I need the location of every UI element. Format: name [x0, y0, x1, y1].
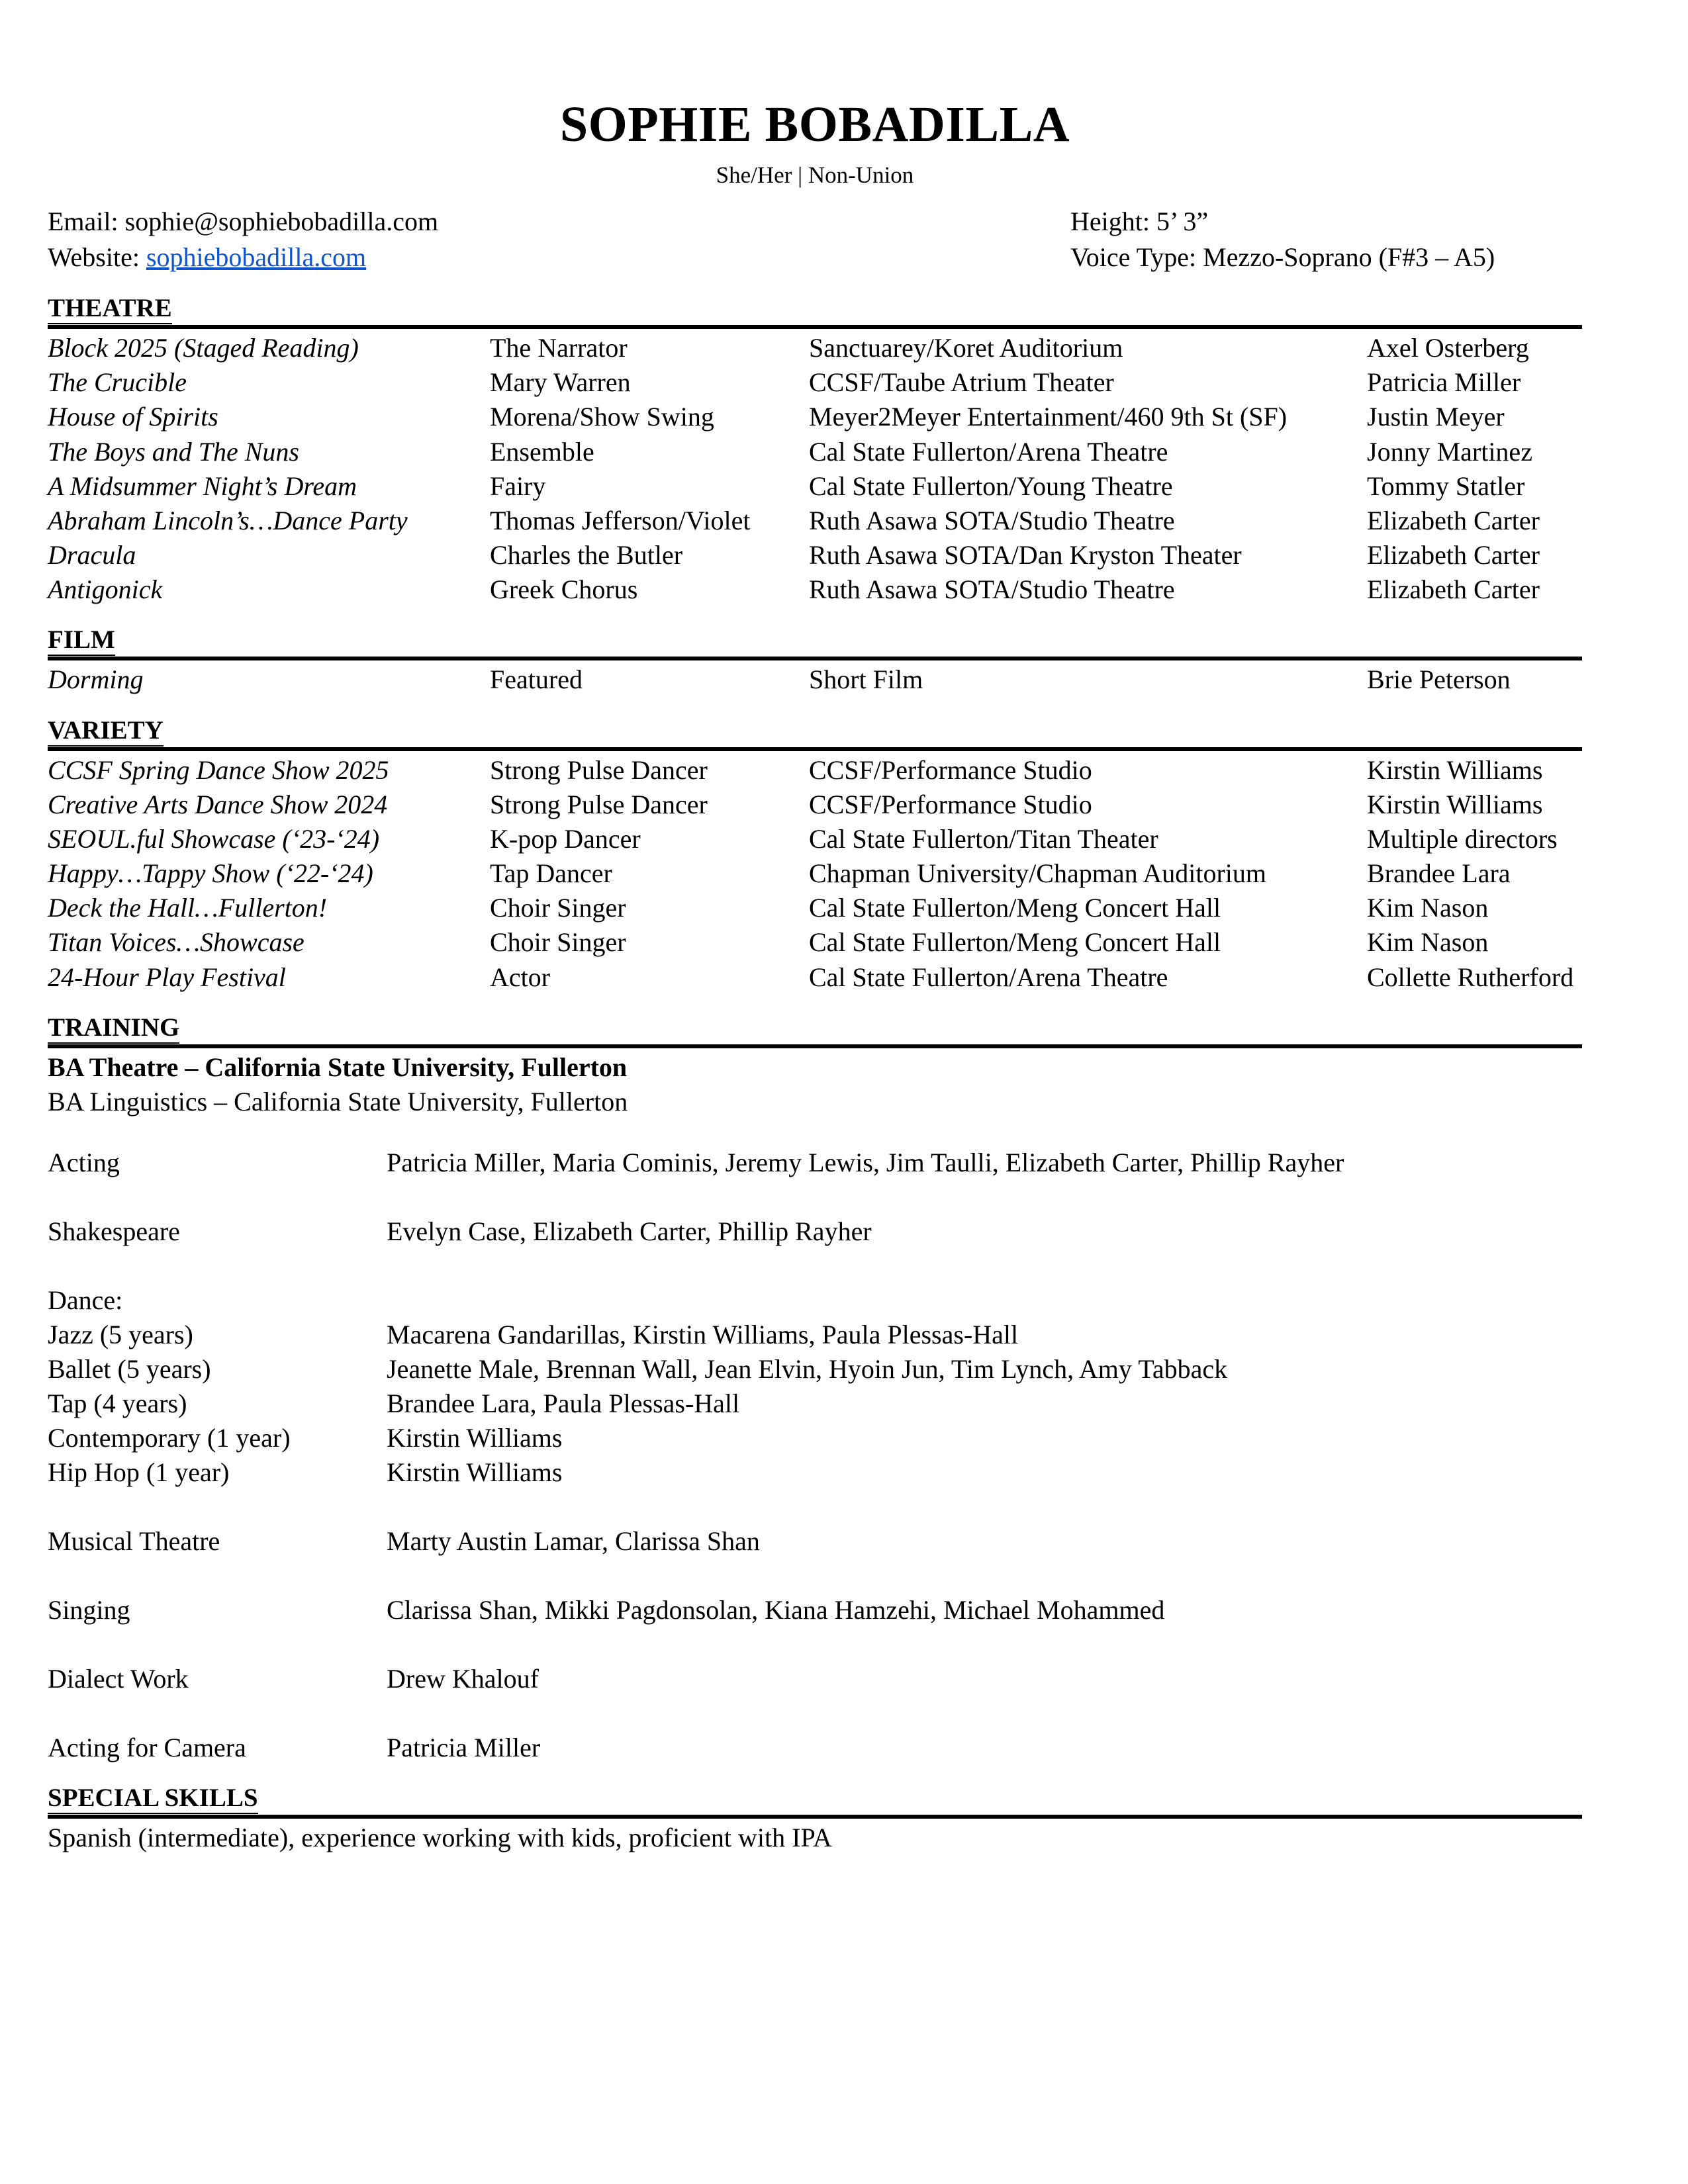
- dance-row: [48, 1387, 1582, 1421]
- credit-director: Brie Peterson: [1367, 664, 1511, 695]
- training-row: [48, 1593, 1582, 1627]
- training-row: [48, 1731, 1582, 1765]
- credit-title: House of Spirits: [48, 402, 218, 432]
- spacer-cell: [387, 1249, 1582, 1283]
- training-names: Evelyn Case, Elizabeth Carter, Phillip Rayher: [387, 1216, 872, 1246]
- credit-venue: Short Film: [809, 664, 923, 695]
- credit-venue: Ruth Asawa SOTA/Studio Theatre: [809, 505, 1175, 535]
- credit-role: Actor: [490, 962, 551, 992]
- degree-primary: BA Theatre – California State University, Fullerton: [48, 1052, 628, 1082]
- dance-label: Jazz (5 years): [48, 1319, 193, 1349]
- height-line: Height: 5’ 3”: [1070, 206, 1209, 236]
- section-film: [48, 627, 1582, 697]
- credit-title: The Crucible: [48, 367, 187, 398]
- dance-heading-blank: [387, 1283, 1582, 1318]
- credit-title: Abraham Lincoln’s…Dance Party: [48, 505, 408, 535]
- table-row: [48, 365, 1582, 400]
- training-label: Shakespeare: [48, 1216, 180, 1246]
- credit-venue: CCSF/Performance Studio: [809, 754, 1092, 785]
- credit-venue: Ruth Asawa SOTA/Dan Kryston Theater: [809, 540, 1242, 570]
- training-table-body: [48, 1146, 1582, 1765]
- credit-title: Dorming: [48, 664, 144, 695]
- website-line: [48, 240, 1070, 275]
- theatre-credits-table: [48, 331, 1582, 608]
- credit-director: Jonny Martinez: [1367, 436, 1532, 467]
- theatre-credits-body: [48, 331, 1582, 608]
- credit-director: Patricia Miller: [1367, 367, 1521, 398]
- credit-title: Block 2025 (Staged Reading): [48, 332, 359, 363]
- credit-venue: Sanctuarey/Koret Auditorium: [809, 332, 1123, 363]
- credit-title: Deck the Hall…Fullerton!: [48, 893, 328, 923]
- training-row: [48, 1524, 1582, 1559]
- section-special-skills: [48, 1785, 1582, 1855]
- credit-venue: Ruth Asawa SOTA/Studio Theatre: [809, 574, 1175, 605]
- dance-row: [48, 1318, 1582, 1352]
- spacer-cell: [48, 1696, 387, 1731]
- dance-row: [48, 1455, 1582, 1490]
- table-row: [48, 662, 1582, 697]
- credit-venue: Chapman University/Chapman Auditorium: [809, 858, 1267, 889]
- dance-label: Hip Hop (1 year): [48, 1457, 230, 1487]
- training-row: [48, 1662, 1582, 1696]
- credit-director: Kim Nason: [1367, 927, 1489, 958]
- credit-director: Elizabeth Carter: [1367, 505, 1540, 535]
- table-row: [48, 753, 1582, 788]
- row-spacer: [48, 1180, 1582, 1214]
- section-rule-variety: [48, 747, 1582, 751]
- spacer-cell: [387, 1490, 1582, 1524]
- section-variety: [48, 717, 1582, 995]
- training-label: Dialect Work: [48, 1663, 189, 1694]
- table-row: [48, 891, 1582, 925]
- credit-director: Multiple directors: [1367, 823, 1558, 854]
- credit-role: Choir Singer: [490, 927, 626, 958]
- spacer-cell: [48, 1249, 387, 1283]
- credit-role: Thomas Jefferson/Violet: [490, 505, 751, 535]
- table-row: [48, 822, 1582, 856]
- row-spacer: [48, 1627, 1582, 1662]
- training-label: Acting: [48, 1147, 120, 1177]
- film-credits-body: [48, 662, 1582, 697]
- row-spacer: [48, 1696, 1582, 1731]
- credit-venue: Cal State Fullerton/Titan Theater: [809, 823, 1158, 854]
- credit-title: The Boys and The Nuns: [48, 436, 299, 467]
- credit-role: Tap Dancer: [490, 858, 612, 889]
- credit-venue: Cal State Fullerton/Arena Theatre: [809, 962, 1168, 992]
- spacer-cell: [48, 1180, 387, 1214]
- email-line: Email: sophie@sophiebobadilla.com: [48, 206, 439, 236]
- credit-title: Titan Voices…Showcase: [48, 927, 305, 958]
- spacer-cell: [48, 1627, 387, 1662]
- spacer-cell: [387, 1180, 1582, 1214]
- table-row: [48, 925, 1582, 960]
- training-row: [48, 1146, 1582, 1180]
- table-row: [48, 400, 1582, 434]
- credit-title: 24-Hour Play Festival: [48, 962, 286, 992]
- credit-title: Antigonick: [48, 574, 163, 605]
- table-row: [48, 788, 1582, 822]
- section-rule-film: [48, 657, 1582, 660]
- website-label: Website:: [48, 242, 140, 272]
- dance-label: Tap (4 years): [48, 1388, 187, 1418]
- training-table: [48, 1146, 1582, 1765]
- credit-director: Axel Osterberg: [1367, 332, 1529, 363]
- page-title: SOPHIE BOBADILLA: [559, 97, 1070, 152]
- section-rule-special-skills: [48, 1815, 1582, 1819]
- training-label: Acting for Camera: [48, 1732, 246, 1762]
- dance-names: Brandee Lara, Paula Plessas-Hall: [387, 1388, 740, 1418]
- credit-role: Greek Chorus: [490, 574, 638, 605]
- section-theatre: [48, 295, 1582, 607]
- section-heading-theatre: THEATRE: [48, 295, 172, 324]
- credit-director: Justin Meyer: [1367, 402, 1505, 432]
- row-spacer: [48, 1249, 1582, 1283]
- training-names: Patricia Miller, Maria Cominis, Jeremy Lewis, Jim Taulli, Elizabeth Carter, Phillip Rayher: [387, 1147, 1344, 1177]
- dance-row: [48, 1352, 1582, 1387]
- dance-row: [48, 1421, 1582, 1455]
- credit-venue: Cal State Fullerton/Young Theatre: [809, 471, 1173, 501]
- credit-director: Collette Rutherford: [1367, 962, 1574, 992]
- credit-role: Mary Warren: [490, 367, 631, 398]
- training-names: Clarissa Shan, Mikki Pagdonsolan, Kiana Hamzehi, Michael Mohammed: [387, 1594, 1165, 1625]
- row-spacer: [48, 1559, 1582, 1593]
- credit-title: Happy…Tappy Show (‘22-‘24): [48, 858, 373, 889]
- table-row: [48, 572, 1582, 607]
- credit-director: Elizabeth Carter: [1367, 540, 1540, 570]
- dance-names: Kirstin Williams: [387, 1457, 563, 1487]
- contact-right-column: [1070, 204, 1582, 275]
- section-rule-training: [48, 1044, 1582, 1048]
- spacer-cell: [387, 1696, 1582, 1731]
- credit-venue: CCSF/Performance Studio: [809, 789, 1092, 819]
- credit-title: SEOUL.ful Showcase (‘23-‘24): [48, 823, 380, 854]
- dance-heading: Dance:: [48, 1285, 123, 1315]
- credit-role: Strong Pulse Dancer: [490, 754, 708, 785]
- table-row: [48, 504, 1582, 538]
- credit-venue: Cal State Fullerton/Meng Concert Hall: [809, 927, 1221, 958]
- table-row: [48, 435, 1582, 469]
- contact-block: [48, 204, 1582, 275]
- credit-role: Ensemble: [490, 436, 594, 467]
- spacer-cell: [48, 1490, 387, 1524]
- dance-label: Ballet (5 years): [48, 1353, 211, 1384]
- resume-body: [48, 0, 1582, 1855]
- training-names: Marty Austin Lamar, Clarissa Shan: [387, 1525, 760, 1556]
- dance-names: Kirstin Williams: [387, 1422, 563, 1453]
- section-rule-theatre: [48, 325, 1582, 329]
- section-heading-special-skills: SPECIAL SKILLS: [48, 1785, 258, 1814]
- section-heading-training: TRAINING: [48, 1015, 179, 1044]
- credit-role: Charles the Butler: [490, 540, 683, 570]
- credit-role: Strong Pulse Dancer: [490, 789, 708, 819]
- credit-role: Featured: [490, 664, 583, 695]
- spacer-cell: [387, 1559, 1582, 1593]
- dance-label: Contemporary (1 year): [48, 1422, 291, 1453]
- credit-title: Dracula: [48, 540, 136, 570]
- website-link[interactable]: sophiebobadilla.com: [146, 242, 367, 272]
- credit-director: Tommy Statler: [1367, 471, 1525, 501]
- credit-title: CCSF Spring Dance Show 2025: [48, 754, 389, 785]
- section-heading-film: FILM: [48, 627, 115, 656]
- credit-venue: Cal State Fullerton/Meng Concert Hall: [809, 893, 1221, 923]
- credit-role: Choir Singer: [490, 893, 626, 923]
- credit-venue: CCSF/Taube Atrium Theater: [809, 367, 1114, 398]
- credit-director: Elizabeth Carter: [1367, 574, 1540, 605]
- training-label: Musical Theatre: [48, 1525, 220, 1556]
- dance-names: Macarena Gandarillas, Kirstin Williams, Paula Plessas-Hall: [387, 1319, 1019, 1349]
- credit-title: Creative Arts Dance Show 2024: [48, 789, 388, 819]
- spacer-cell: [387, 1627, 1582, 1662]
- training-row: [48, 1214, 1582, 1249]
- degree-secondary: BA Linguistics – California State University, Fullerton: [48, 1086, 628, 1116]
- table-row: [48, 538, 1582, 572]
- credit-director: Brandee Lara: [1367, 858, 1511, 889]
- table-row: [48, 960, 1582, 995]
- special-skills-body: Spanish (intermediate), experience working with kids, proficient with IPA: [48, 1822, 832, 1852]
- row-spacer: [48, 1490, 1582, 1524]
- credit-role: Fairy: [490, 471, 546, 501]
- credit-role: The Narrator: [490, 332, 628, 363]
- table-row: [48, 469, 1582, 504]
- section-heading-variety: VARIETY: [48, 717, 164, 747]
- section-training: [48, 1015, 1582, 1765]
- credit-director: Kirstin Williams: [1367, 754, 1543, 785]
- film-credits-table: [48, 662, 1582, 697]
- credit-director: Kim Nason: [1367, 893, 1489, 923]
- training-names: Drew Khalouf: [387, 1663, 539, 1694]
- voice-type-line: Voice Type: Mezzo-Soprano (F#3 – A5): [1070, 242, 1495, 272]
- dance-names: Jeanette Male, Brennan Wall, Jean Elvin, Hyoin Jun, Tim Lynch, Amy Tabback: [387, 1353, 1228, 1384]
- credit-venue: Meyer2Meyer Entertainment/460 9th St (SF): [809, 402, 1288, 432]
- table-row: [48, 856, 1582, 891]
- pronouns-union-line: She/Her | Non-Union: [716, 162, 914, 188]
- dance-heading-row: [48, 1283, 1582, 1318]
- variety-credits-body: [48, 753, 1582, 995]
- credit-role: Morena/Show Swing: [490, 402, 714, 432]
- credit-role: K-pop Dancer: [490, 823, 641, 854]
- variety-credits-table: [48, 753, 1582, 995]
- credit-director: Kirstin Williams: [1367, 789, 1543, 819]
- credit-title: A Midsummer Night’s Dream: [48, 471, 357, 501]
- credit-venue: Cal State Fullerton/Arena Theatre: [809, 436, 1168, 467]
- training-names: Patricia Miller: [387, 1732, 541, 1762]
- contact-left-column: [48, 204, 1070, 275]
- spacer-cell: [48, 1559, 387, 1593]
- training-label: Singing: [48, 1594, 130, 1625]
- table-row: [48, 331, 1582, 365]
